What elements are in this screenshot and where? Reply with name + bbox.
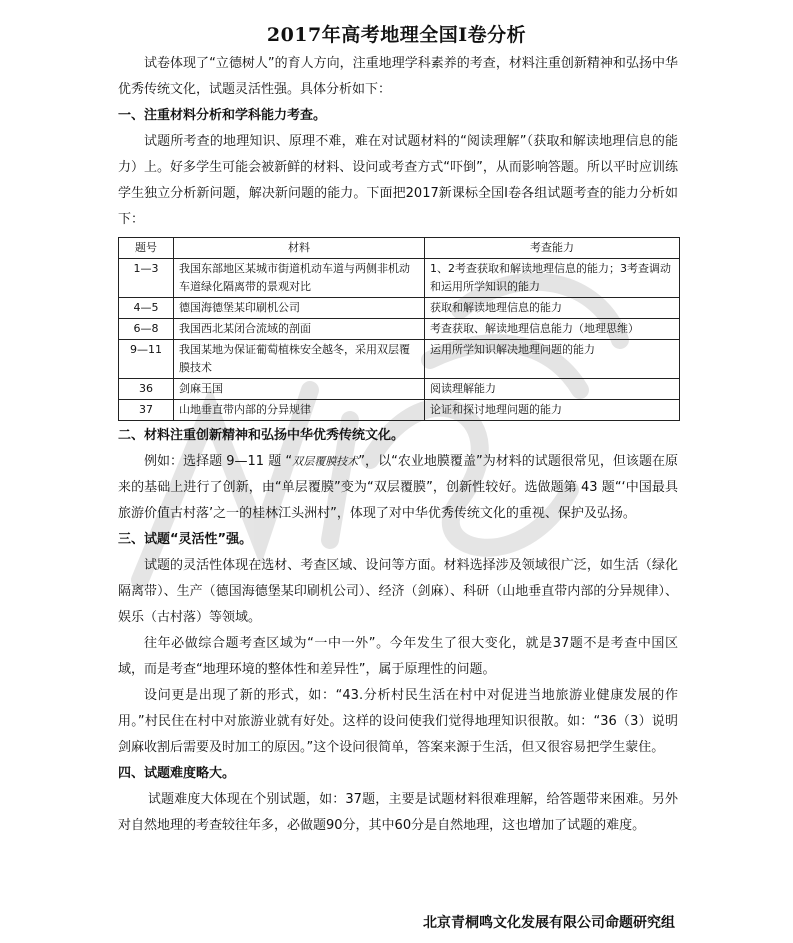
table-header-material: 材料 <box>174 238 425 259</box>
ability-table <box>118 237 680 421</box>
table-row <box>119 319 680 340</box>
document-body <box>118 51 678 839</box>
section-heading-2: 二、材料注重创新精神和弘扬中华优秀传统文化。 <box>118 428 405 443</box>
document-title: 2017年高考地理全国Ⅰ卷分析 <box>266 24 527 46</box>
table-row <box>119 298 680 319</box>
row-material: 我国西北某闭合流域的剖面 <box>174 319 425 340</box>
table-row <box>119 259 680 298</box>
table-row <box>119 400 680 421</box>
row-material: 我国某地为保证葡萄植株安全越冬，采用双层覆膜技术 <box>174 340 425 379</box>
section-2-paragraph <box>118 449 678 527</box>
row-number: 1—3 <box>119 259 174 298</box>
table-header-number: 题号 <box>119 238 174 259</box>
section-heading-4: 四、试题难度略大。 <box>118 766 236 781</box>
section-3-paragraph-3: 设问更是出现了新的形式，如：“43.分析村民生活在村中对促进当地旅游业健康发展的作用。”村民住在村中对旅游业就有好处。这样的设问使我们觉得地理知识很散。如：“36（3）说明剑麻收割后需要及时加工的原因。”这个设问很简单，答案来源于生活，但又很容易把学生蒙住。 <box>118 688 678 755</box>
table-row <box>119 340 680 379</box>
table-row <box>119 379 680 400</box>
section-3-paragraph-1: 试题的灵活性体现在选材、考查区域、设问等方面。材料选择涉及领域很广泛，如生活（绿化隔离带）、生产（德国海德堡某印刷机公司）、经济（剑麻）、科研（山地垂直带内部的分异规律）、娱乐（古村落）等领域。 <box>118 558 678 625</box>
row-ability: 1、2考查获取和解读地理信息的能力；3考查调动和运用所学知识的能力 <box>425 259 680 298</box>
row-ability: 阅读理解能力 <box>425 379 680 400</box>
row-material: 德国海德堡某印刷机公司 <box>174 298 425 319</box>
intro-paragraph: 试卷体现了“立德树人”的育人方向，注重地理学科素养的考查，材料注重创新精神和弘扬中华优秀传统文化，试题灵活性强。具体分析如下： <box>118 56 678 97</box>
row-ability: 运用所学知识解决地理问题的能力 <box>425 340 680 379</box>
row-material: 山地垂直带内部的分异规律 <box>174 400 425 421</box>
row-number: 6—8 <box>119 319 174 340</box>
section-2-term: 双层覆膜技术 <box>292 455 359 468</box>
row-number: 4—5 <box>119 298 174 319</box>
row-ability: 获取和解读地理信息的能力 <box>425 298 680 319</box>
section-heading-3: 三、试题“灵活性”强。 <box>118 532 253 547</box>
row-number: 36 <box>119 379 174 400</box>
section-heading-1: 一、注重材料分析和学科能力考查。 <box>118 108 327 123</box>
section-4-paragraph: 试题难度大体现在个别试题，如：37题，主要是试题材料很难理解，给答题带来困难。另外对自然地理的考查较往年多，必做题90分，其中60分是自然地理，这也增加了试题的难度。 <box>118 792 678 833</box>
row-material: 剑麻王国 <box>174 379 425 400</box>
row-number: 9—11 <box>119 340 174 379</box>
signature-line: 北京青桐鸣文化发展有限公司命题研究组 <box>423 915 675 931</box>
row-number: 37 <box>119 400 174 421</box>
row-ability: 考查获取、解读地理信息能力（地理思维） <box>425 319 680 340</box>
section-3-paragraph-2: 往年必做综合题考查区域为“一中一外”。今年发生了很大变化，就是37题不是考查中国区域，而是考查“地理环境的整体性和差异性”，属于原理性的问题。 <box>118 636 678 677</box>
table-header-ability: 考查能力 <box>425 238 680 259</box>
row-ability: 论证和探讨地理问题的能力 <box>425 400 680 421</box>
section-2-text-post: ”，以“农业地膜覆盖”为材料的试题很常见，但该题在原来的基础上进行了创新，由“单层覆膜”变为“双层覆膜”，创新性较好。选做题第 43 题“‘中国最具旅游价值古村落’之一的桂林江头洲村”，体现了对中华优秀传统文化的重视、保护及弘扬。 <box>118 454 678 521</box>
row-material: 我国东部地区某城市街道机动车道与两侧非机动车道绿化隔离带的景观对比 <box>174 259 425 298</box>
section-2-text-pre: 例如：选择题 9—11 题 “ <box>144 454 293 469</box>
table-header-row <box>119 238 680 259</box>
section-1-paragraph: 试题所考查的地理知识、原理不难，难在对试题材料的“阅读理解”（获取和解读地理信息的能力）上。好多学生可能会被新鲜的材料、设问或考查方式“吓倒”，从而影响答题。所以平时应训练学生独立分析新问题，解决新问题的能力。下面把2017新课标全国Ⅰ卷各组试题考查的能力分析如下： <box>118 134 678 227</box>
